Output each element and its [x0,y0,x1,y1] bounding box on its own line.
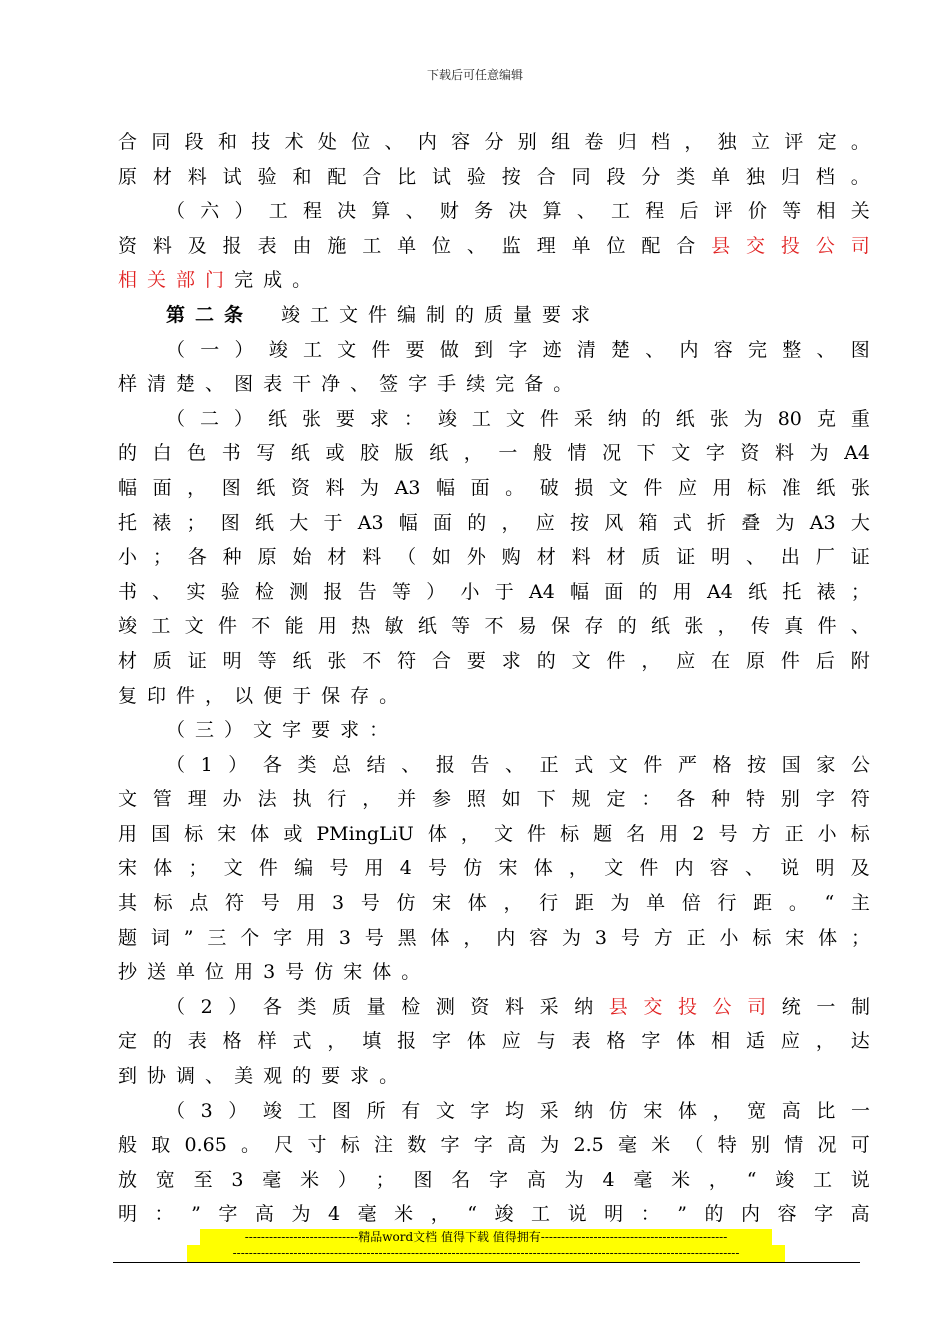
text-line: 放 宽 至 3 毫 米 ） ； 图 名 字 高 为 4 毫 米 ， “ 竣 工 说 [118,1168,870,1191]
text-line: 到 协 调 、 美 观 的 要 求 。 [118,1065,409,1088]
text-line: 小 ； 各 种 原 始 材 料 （ 如 外 购 材 料 材 质 证 明 、 出 厂 证 [118,546,870,569]
text-line: （ 3 ） 竣 工 图 所 有 文 字 均 采 纳 仿 宋 体 ， 宽 高 比 一 [166,1099,870,1122]
text-line: 其 标 点 符 号 用 3 号 仿 宋 体 ， 行 距 为 单 倍 行 距 。 “ 主 [118,892,870,915]
text-line: 材 质 证 明 等 纸 张 不 符 合 要 求 的 文 件 ， 应 在 原 件 后 附 [118,649,870,672]
text-line: 文 管 理 办 法 执 行 ， 并 参 照 如 下 规 定 ： 各 种 特 别 字 符 [118,788,870,811]
text-line: 幅 面 ， 图 纸 资 料 为 A3 幅 面 。 破 损 文 件 应 用 标 准 纸 张 [118,476,870,499]
text-line: 明 ： ” 字 高 为 4 毫 米 ， “ 竣 工 说 明 ： ” 的 内 容 字 高 [118,1203,870,1226]
footer-banner-line-1: ----------------------------精品word文档 值得下载 值得拥有---------------------------------------------- [200,1229,772,1246]
text-line: （ 1 ） 各 类 总 结 、 报 告 、 正 式 文 件 严 格 按 国 家 公 [166,753,870,776]
text-line: 书 、 实 验 检 测 报 告 等 ） 小 于 A4 幅 面 的 用 A4 纸 托 裱 ； [118,580,870,603]
text-line: （ 三 ） 文 字 要 求 ： [166,719,399,742]
text-line: （ 二 ） 纸 张 要 求 ： 竣 工 文 件 采 纳 的 纸 张 为 80 克 重 [166,407,870,430]
text-line: 合 同 段 和 技 术 处 位 、 内 容 分 别 组 卷 归 档 ， 独 立 评 定 。 [118,131,870,153]
section-heading-number: 第二条 [166,303,254,326]
footer-banner-line-2: ----------------------------------------------------------------------------------------------------------------------------- [187,1245,785,1262]
text-line: 相 关 部 门 完 成 。 [118,269,322,292]
text-line: （ 2 ） 各 类 质 量 检 测 资 料 采 纳 县 交 投 公 司 统 一 制 [166,995,870,1018]
page-header: 下载后可任意编辑 [426,68,523,82]
document-body [118,125,870,1232]
text-line: 原 材 料 试 验 和 配 合 比 试 验 按 合 同 段 分 类 单 独 归 档 。 [118,165,870,188]
text-line: 抄 送 单 位 用 3 号 仿 宋 体 。 [118,961,431,984]
text-line: 定 的 表 格 样 式 ， 填 报 字 体 应 与 表 格 字 体 相 适 应 ， 达 [118,1030,870,1053]
text-line: 宋 体 ； 文 件 编 号 用 4 号 仿 宋 体 ， 文 件 内 容 、 说 明 及 [118,857,870,880]
text-line: 般 取 0.65 。 尺 寸 标 注 数 字 字 高 为 2.5 毫 米 （ 特 别 情 况 可 [118,1134,870,1157]
text-line: 竣 工 文 件 不 能 用 热 敏 纸 等 不 易 保 存 的 纸 张 ， 传 真 件 、 [118,615,870,638]
text-line: 样 清 楚 、 图 表 干 净 、 签 字 手 续 完 备 。 [118,373,583,396]
footer-rule [113,1262,860,1263]
text-line: 用 国 标 宋 体 或 PMingLiU 体 ， 文 件 标 题 名 用 2 号 方 正 小 标 [118,822,870,845]
text-line: 托 裱 ； 图 纸 大 于 A3 幅 面 的 ， 应 按 风 箱 式 折 叠 为 A3 大 [118,511,870,534]
text-line: 的 白 色 书 写 纸 或 胶 版 纸 ， 一 般 情 况 下 文 字 资 料 为 A4 [118,442,870,465]
text-line: （ 一 ） 竣 工 文 件 要 做 到 字 迹 清 楚 、 内 容 完 整 、 图 [166,338,870,361]
text-line: （ 六 ） 工 程 决 算 、 财 务 决 算 、 工 程 后 评 价 等 相 关 [166,200,870,223]
section-heading-title: 竣工文件编制的质量要求 [281,303,601,326]
text-line: 资 料 及 报 表 由 施 工 单 位 、 监 理 单 位 配 合 县 交 投 公 司 [118,234,870,257]
section-heading [118,298,870,333]
text-line: 复 印 件 ， 以 便 于 保 存 。 [118,684,409,707]
text-line: 题 词 ” 三 个 字 用 3 号 黑 体 ， 内 容 为 3 号 方 正 小 标 宋 体 ； [118,926,870,949]
